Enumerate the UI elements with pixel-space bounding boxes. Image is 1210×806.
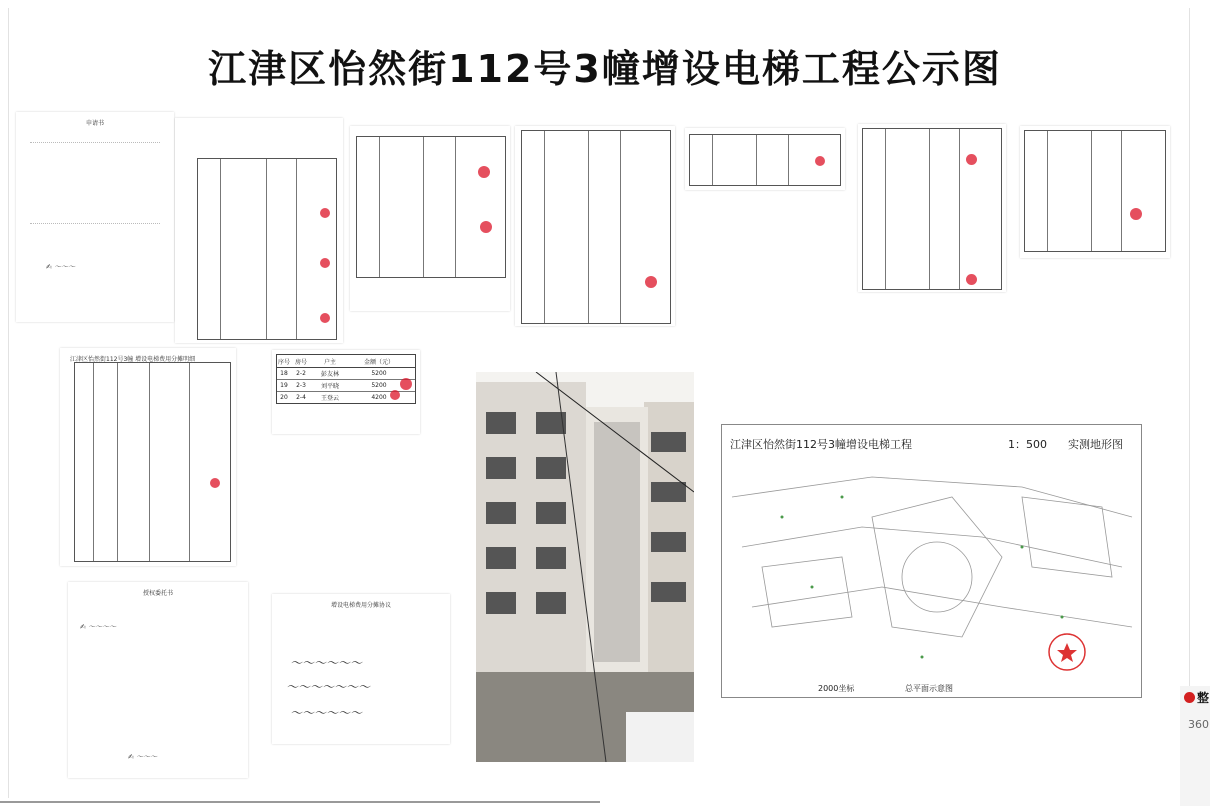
- fingerprint: [1130, 208, 1142, 220]
- fingerprint: [478, 166, 490, 178]
- fingerprint: [966, 274, 977, 285]
- notification-icon: [1184, 692, 1195, 703]
- fingerprint: [815, 156, 825, 166]
- signature: ✍ ～～～: [128, 753, 158, 761]
- map-scale: 1：500: [1008, 438, 1047, 451]
- handwritten-names: ～～～～～～: [290, 656, 363, 670]
- fingerprint: [320, 208, 330, 218]
- handwritten-names: ～～～～～～～: [286, 680, 371, 694]
- cost-agreement: [272, 594, 450, 744]
- header-cell: 序号: [277, 358, 290, 366]
- agreement-title: 增设电梯费用分摊协议: [330, 602, 391, 609]
- header-cell: 房号: [294, 358, 307, 366]
- header-cell: 户主: [323, 358, 336, 366]
- cell: 彭友林: [320, 371, 339, 378]
- cell: 2-3: [296, 382, 306, 389]
- table-row: [277, 368, 415, 380]
- map-caption: 总平面示意图: [905, 684, 953, 693]
- cell: 2-4: [296, 394, 306, 401]
- cell: 18: [280, 370, 288, 377]
- fingerprint: [210, 478, 220, 488]
- map-coordinate: 2000坐标: [818, 684, 855, 693]
- fingerprint: [390, 390, 400, 400]
- cell: 19: [280, 382, 288, 389]
- topographic-map: [721, 424, 1142, 698]
- small-table-header: [277, 355, 415, 368]
- cell: 20: [280, 394, 288, 401]
- side-panel-subtext: 360: [1188, 718, 1209, 731]
- applicant-list-2: [515, 126, 675, 326]
- fingerprint: [645, 276, 657, 288]
- signature: ✍ ～～～～: [80, 623, 117, 631]
- cell: 刘平晓: [320, 383, 339, 390]
- owner-sign-table-1: [175, 118, 343, 343]
- cost-allocation-table: [60, 348, 236, 566]
- signature: ✍ ～～～: [46, 263, 76, 271]
- application-letter: [16, 112, 174, 322]
- cell: 王登云: [320, 395, 339, 402]
- building-photo: [476, 372, 694, 762]
- side-panel-text: 整: [1197, 691, 1210, 705]
- handwritten-names: ～～～～～～: [290, 706, 363, 720]
- table-grid: [862, 128, 1002, 290]
- page-title: 江津区怡然街112号3幢增设电梯工程公示图: [208, 47, 1002, 91]
- fingerprint: [966, 154, 977, 165]
- authorization-title: 授权委托书: [142, 590, 173, 597]
- map-drawing: [722, 457, 1141, 697]
- map-title: 江津区怡然街112号3幢增设电梯工程: [730, 438, 912, 451]
- cost-table-header: 江津区怡然街112号3幢 增设电梯费用分摊明细: [70, 356, 196, 363]
- header-cell: 金额（元）: [363, 358, 394, 366]
- cell: 4200: [371, 394, 387, 401]
- cost-table-small: [272, 350, 420, 434]
- application-title: 申请书: [85, 120, 104, 127]
- authorization-letter: [68, 582, 248, 778]
- cell: 5200: [371, 370, 387, 377]
- applicant-list: [350, 126, 510, 311]
- owner-sign-table-2: [685, 128, 845, 190]
- table-grid: [197, 158, 337, 340]
- cell: 2-2: [296, 370, 306, 377]
- side-panel[interactable]: [1180, 686, 1210, 806]
- divider: [0, 801, 600, 803]
- fingerprint: [480, 221, 492, 233]
- fingerprint: [320, 258, 330, 268]
- fingerprint: [400, 378, 412, 390]
- table-grid: [356, 136, 506, 278]
- letter-body: [30, 142, 160, 224]
- table-grid: [1024, 130, 1166, 252]
- proxy-list-2: [1020, 126, 1170, 258]
- proxy-list: [858, 124, 1006, 292]
- building-illustration: [476, 372, 694, 762]
- fingerprint: [320, 313, 330, 323]
- table-grid: [521, 130, 671, 324]
- map-type: 实测地形图: [1068, 438, 1123, 451]
- cell: 5200: [371, 382, 387, 389]
- table-grid: [74, 362, 231, 562]
